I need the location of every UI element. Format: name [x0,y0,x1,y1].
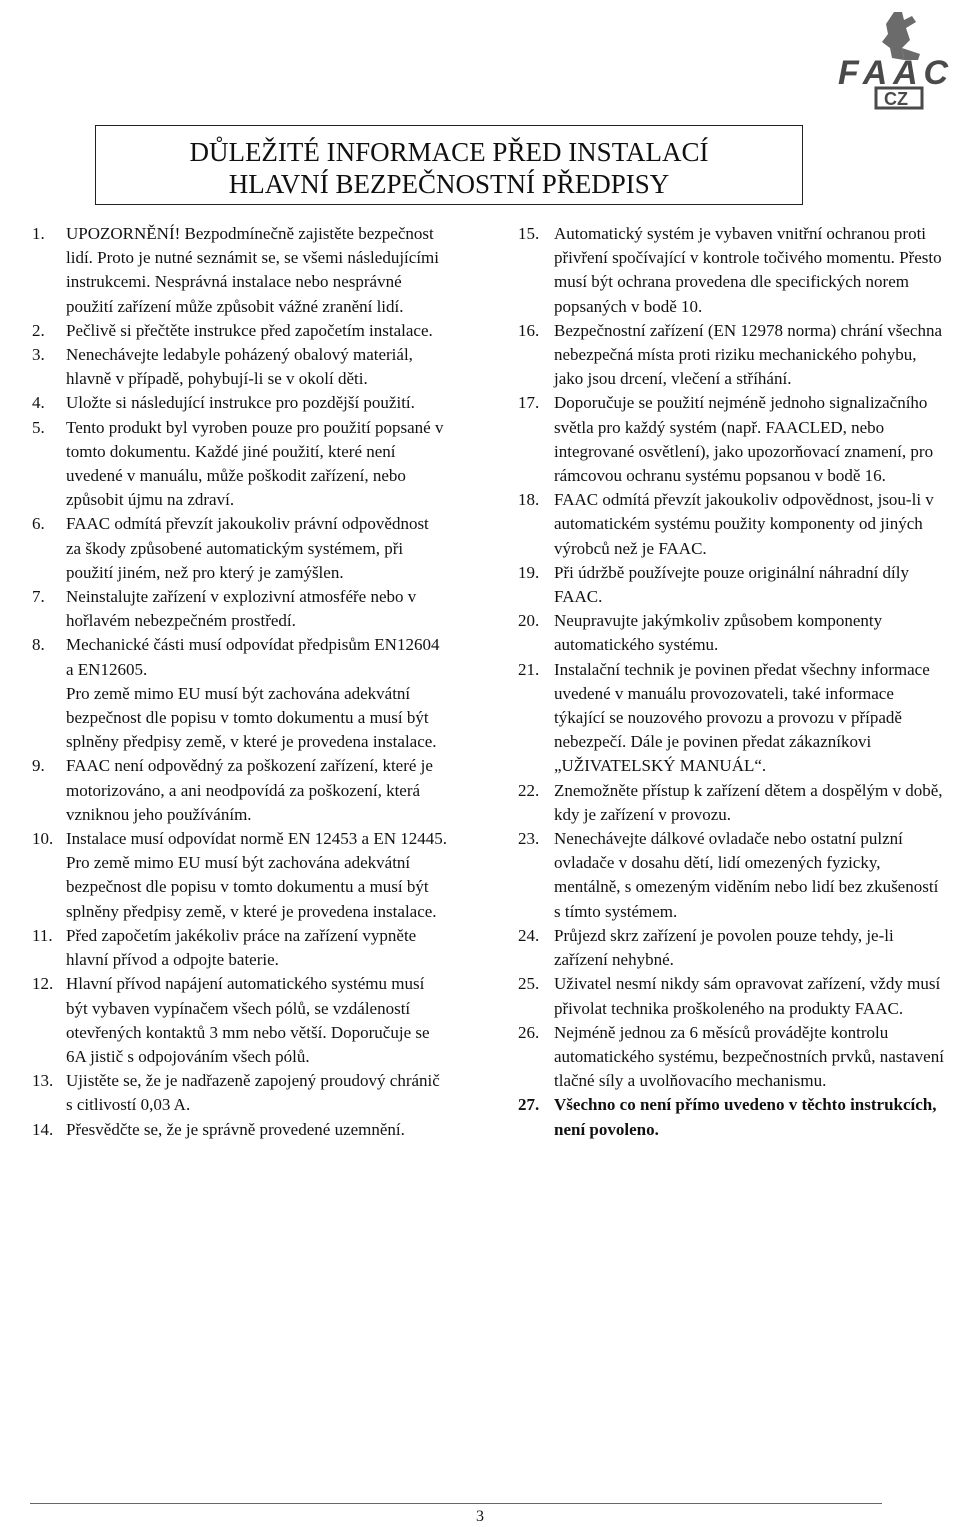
item-number: 15. [518,224,540,243]
list-item [518,827,946,924]
item-text: Pro země mimo EU musí být zachována adekvátní bezpečnost dle popisu v tomto dokumentu a musí být splněny předpisy země, v které je provedena instalace. [66,853,437,921]
list-item [32,585,447,633]
item-text: Uživatel nesmí nikdy sám opravovat zařízení, vždy musí přivolat technika proškoleného na produkty FAAC. [554,974,941,1018]
list-item [518,972,946,1020]
item-number: 10. [32,829,54,849]
list-item [518,319,946,392]
list-item [518,924,946,972]
item-text: FAAC odmítá převzít jakoukoliv odpovědnost, jsou-li v automatickém systému použity komponenty od jiných výrobců než je FAAC. [554,490,934,558]
item-text: Neinstalujte zařízení v explozivní atmosféře nebo v hořlavém nebezpečném prostředí. [66,587,417,631]
list-item [518,779,946,827]
item-text: Neupravujte jakýmkoliv způsobem komponenty automatického systému. [554,611,883,655]
item-number: 16. [518,320,540,340]
item-number: 12. [32,974,54,994]
list-item [32,391,447,415]
list-item [32,343,447,391]
item-text: Všechno co není přímo uvedeno v těchto instrukcích, není povoleno. [554,1095,937,1139]
right-column [518,222,946,1142]
list-item [32,754,447,827]
list-item [32,319,447,343]
item-text: Instalační technik je povinen předat všechny informace uvedené v manuálu provozovateli, také informace týkající se nouzového provozu a provozu v případě nebezpečí. Dále je povinen předat zákazníkovi „UŽIVATELSKÝ MANUÁL“. [554,659,930,776]
item-number: 23. [518,829,540,849]
item-text: Před započetím jakékoliv práce na zařízení vypněte hlavní přívod a odpojte baterie. [66,925,417,970]
item-text: Doporučuje se použití nejméně jednoho signalizačního světla pro každý systém (např. FAACLED, nebo integrované osvětlení), jako upozorňovací znamení, pro rámcovou ochranu systému popsanou v bodě 16. [554,393,934,486]
item-number: 4. [32,393,45,413]
item-number: 26. [518,1022,540,1042]
item-text: Pečlivě si přečtěte instrukce před započetím instalace. [66,320,433,340]
item-number: 11. [32,925,53,945]
left-column [32,222,447,1142]
list-item [32,633,447,754]
horse-emblem-icon [882,12,920,60]
item-text: FAAC odmítá převzít jakoukoliv právní odpovědnost za škody způsobené automatickým systémem, při použití jiném, než pro který je zamýšlen. [66,514,429,582]
item-text: Mechanické části musí odpovídat předpisům EN12604 a EN12605. [66,635,440,679]
item-number: 17. [518,393,540,413]
list-item [32,972,447,1069]
faac-cz-logo [832,8,954,110]
item-number: 3. [32,345,45,365]
item-text: Průjezd skrz zařízení je povolen pouze tehdy, je-li zařízení nehybné. [554,925,894,970]
item-text: Tento produkt byl vyroben pouze pro použití popsané v tomto dokumentu. Každé jiné použití, které není uvedené v manuálu, může poškodit zařízení, nebo způsobit újmu na zdraví. [66,417,444,510]
list-item [518,222,946,319]
item-number: 20. [518,611,540,631]
list-item [518,658,946,779]
list-item [518,609,946,657]
item-text: Přesvědčte se, že je správně provedené uzemnění. [66,1119,405,1139]
list-item [32,1069,447,1117]
list-item [518,561,946,609]
list-item [518,1093,946,1141]
item-number: 14. [32,1119,54,1139]
item-text: Uložte si následující instrukce pro pozdější použití. [66,393,415,413]
item-number: 22. [518,780,540,800]
page-number: 3 [476,1508,484,1525]
logo-wordmark: FAAC [838,54,948,92]
title-line-1: DŮLEŽITÉ INFORMACE PŘED INSTALACÍ [189,137,709,167]
item-number: 8. [32,635,45,655]
item-number: 1. [32,224,45,243]
list-item [32,222,447,319]
item-text: Při údržbě používejte pouze originální náhradní díly FAAC. [554,562,910,607]
item-number: 21. [518,659,540,679]
item-text: Nenechávejte dálkové ovladače nebo ostatní pulzní ovladače v dosahu dětí, lidí omezených fyzicky, mentálně, s omezeným viděním nebo lidí bez zkušeností s tímto systémem. [554,829,939,921]
list-item [518,488,946,561]
list-item [32,924,447,972]
logo-country: CZ [884,89,908,109]
item-text: Automatický systém je vybaven vnitřní ochranou proti přivření spočívající v kontrole točivého momentu. Přesto musí být ochrana provedena dle specifických norem popsaných v bodě 10. [554,224,942,316]
list-item [518,391,946,488]
list-item [32,827,447,924]
item-text: Ujistěte se, že je nadřazeně zapojený proudový chránič s citlivostí 0,03 A. [66,1071,440,1115]
list-item [32,512,447,585]
item-number: 18. [518,490,540,510]
item-text: Nejméně jednou za 6 měsíců provádějte kontrolu automatického systému, bezpečnostních prvků, nastavení tlačné síly a uvolňovacího mechanismu. [554,1022,944,1091]
item-number: 2. [32,320,45,340]
item-text: Bezpečnostní zařízení (EN 12978 norma) chrání všechna nebezpečná místa proti riziku mechanického pohybu, jako jsou drcení, vlečení a stříhání. [554,320,943,389]
item-number: 19. [518,562,540,582]
item-text: Nenechávejte ledabyle poházený obalový materiál, hlavně v případě, pohybují-li se v okolí děti. [66,345,413,389]
item-number: 9. [32,756,45,776]
item-text: UPOZORNĚNÍ! Bezpodmínečně zajistěte bezpečnost lidí. Proto je nutné seznámit se, se všemi následujícími instrukcemi. Nesprávná instalace nebo nesprávné použití zařízení může způsobit vážné zranění lidí. [66,224,439,316]
title-line-2: HLAVNÍ BEZPEČNOSTNÍ PŘEDPISY [228,169,670,199]
item-text: Instalace musí odpovídat normě EN 12453 a EN 12445. [66,829,448,849]
list-item [518,1021,946,1094]
item-number: 13. [32,1071,54,1091]
footer-rule [30,1503,882,1504]
item-number: 6. [32,514,45,534]
item-number: 27. [518,1095,540,1115]
list-item [32,416,447,513]
item-text: Hlavní přívod napájení automatického systému musí být vybaven vypínačem všech pólů, se vzdáleností otevřených kontaktů 3 mm nebo větší. Doporučuje se 6A jistič s odpojováním všech pólů. [66,974,430,1066]
item-text: FAAC není odpovědný za poškození zařízení, které je motorizováno, a ani neodpovídá za poškození, která vzniknou jeho používáním. [66,756,433,824]
item-number: 24. [518,925,540,945]
item-text: Pro země mimo EU musí být zachována adekvátní bezpečnost dle popisu v tomto dokumentu a musí být splněny předpisy země, v které je provedena instalace. [66,683,437,752]
title-box [95,125,803,205]
item-number: 7. [32,587,45,607]
item-text: Znemožněte přístup k zařízení dětem a dospělým v době, kdy je zařízení v provozu. [554,780,943,824]
item-number: 5. [32,417,45,437]
item-number: 25. [518,974,540,994]
list-item [32,1118,447,1142]
